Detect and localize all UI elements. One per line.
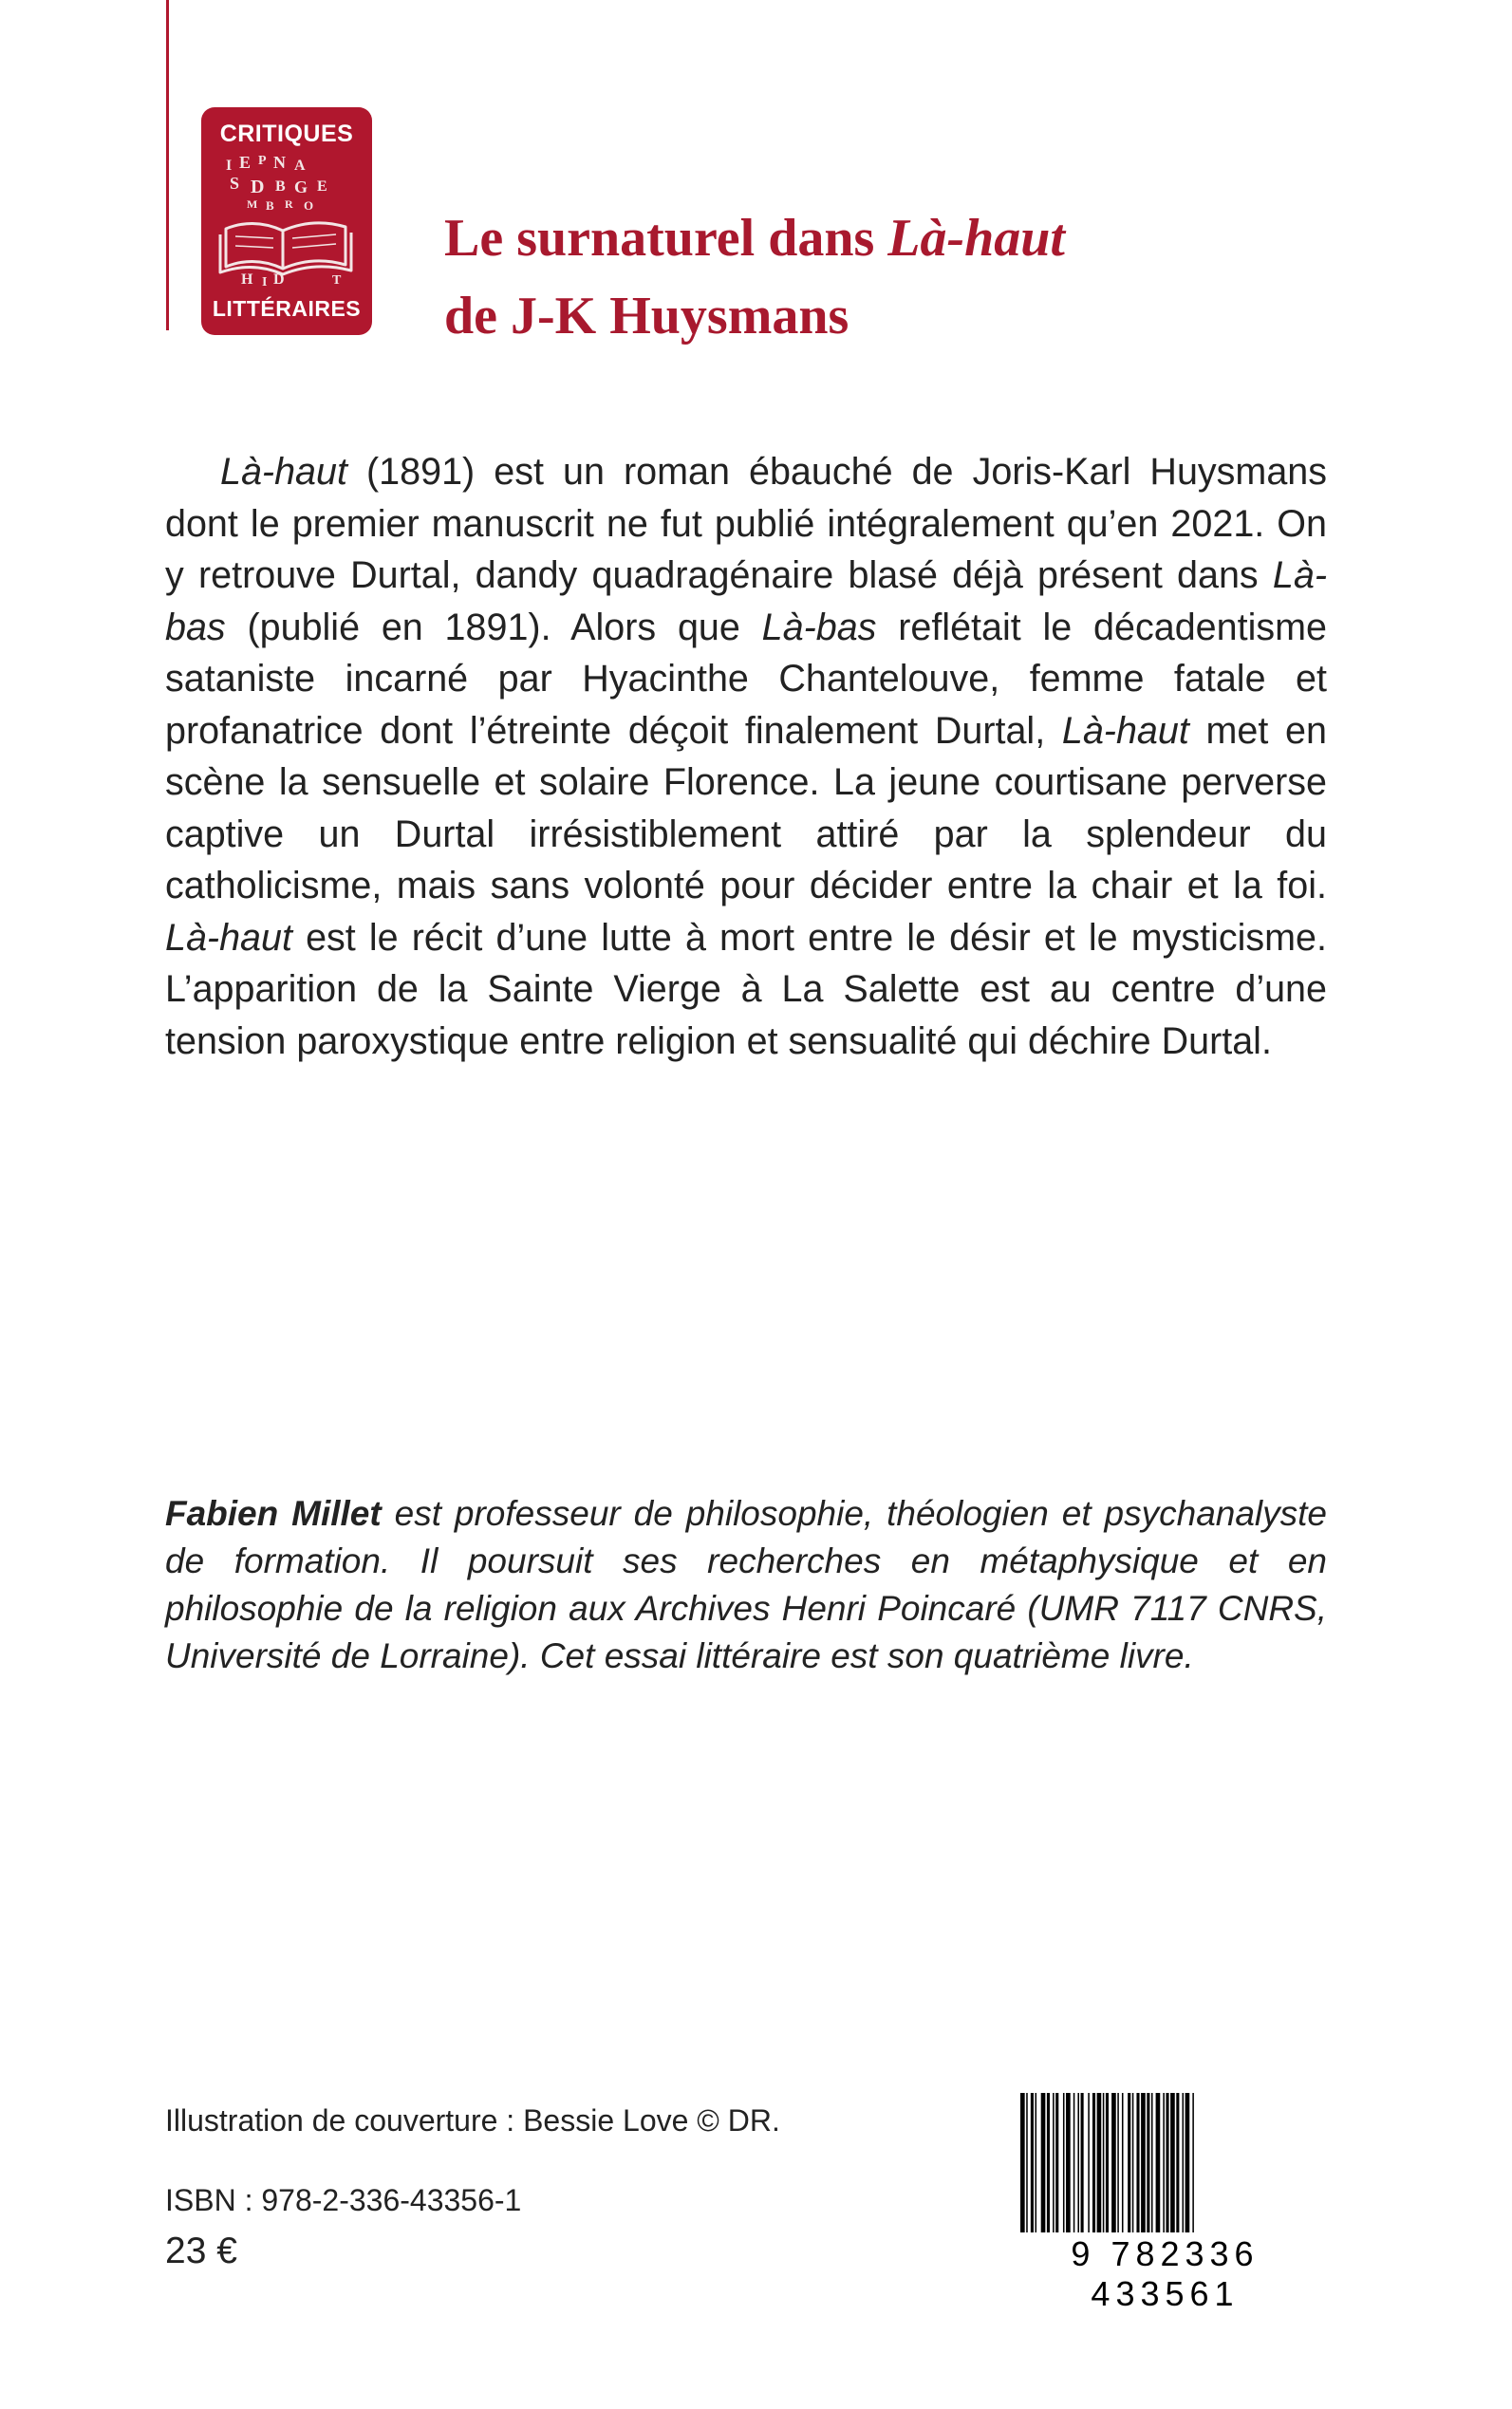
- red-vertical-rule: [166, 0, 169, 330]
- isbn: ISBN : 978-2-336-43356-1: [165, 2183, 522, 2217]
- svg-text:H: H: [241, 271, 253, 288]
- blurb-italic: Là-haut: [1061, 709, 1189, 752]
- author-bio: [165, 1490, 1327, 1680]
- title-line-1-text: Le surnaturel dans: [444, 209, 888, 268]
- blurb-text: (publié en 1891). Alors que: [225, 606, 762, 648]
- book-title: [444, 199, 1065, 355]
- svg-text:S: S: [230, 174, 240, 193]
- logo-top-text: CRITIQUES: [219, 121, 354, 147]
- title-line-1: [444, 199, 1065, 277]
- svg-text:O: O: [304, 198, 314, 213]
- svg-text:D: D: [273, 271, 285, 288]
- logo-bottom-text: LITTÉRAIRES: [212, 296, 362, 321]
- svg-text:M: M: [247, 197, 258, 211]
- author-name: Fabien Millet: [165, 1494, 382, 1533]
- barcode-digits: 9 782336 433561: [1006, 2232, 1324, 2314]
- author-bio-text: est professeur de philosophie, théologien et psychanalyste de formation. Il poursuit ses recherches en métaphysique et en philosophie de la religion aux Archives Henri Poincaré (UMR 7117 CNRS, Université de Lorraine). Cet essai littéraire est son quatrième livre.: [165, 1494, 1328, 1675]
- svg-text:P: P: [258, 154, 267, 168]
- svg-text:G: G: [294, 177, 308, 196]
- blurb-italic: Là-haut: [220, 451, 347, 493]
- blurb-italic: Là-haut: [165, 916, 292, 959]
- svg-text:B: B: [275, 178, 286, 195]
- blurb-italic: Là-bas: [761, 606, 877, 648]
- open-book-letters-icon: [213, 151, 361, 293]
- series-logo: [201, 107, 372, 335]
- blurb-italic: Là-bas: [165, 554, 1327, 648]
- author-bio-paragraph: [165, 1490, 1327, 1680]
- blurb-text: met en scène la sensuelle et solaire Florence. La jeune courtisane perverse captive un Durtal irrésistiblement attiré par la splendeur du catholicisme, mais sans volonté pour décider entre la chair et la foi.: [165, 709, 1327, 906]
- blurb-text: (1891) est un roman ébauché de Joris-Karl Huysmans dont le premier manuscrit ne fut publié intégralement qu’en 2021. On y retrouve Durtal, dandy quadragénaire blasé déjà présent dans: [165, 451, 1327, 596]
- svg-text:A: A: [294, 158, 306, 174]
- price: 23 €: [165, 2231, 237, 2271]
- svg-text:D: D: [251, 177, 265, 197]
- svg-text:I: I: [226, 158, 233, 174]
- title-line-1-italic: Là-haut: [887, 209, 1065, 268]
- svg-text:E: E: [317, 178, 327, 195]
- cover-credit: Illustration de couverture : Bessie Love © DR.: [165, 2103, 780, 2138]
- blurb-text: reflétait le décadentisme sataniste incarné par Hyacinthe Chantelouve, femme fatale et profanatrice dont l’étreinte déçoit finalement Durtal,: [165, 606, 1327, 752]
- svg-text:R: R: [285, 197, 293, 211]
- svg-text:T: T: [332, 273, 342, 288]
- svg-text:E: E: [239, 153, 252, 172]
- svg-text:B: B: [266, 198, 274, 213]
- svg-text:I: I: [262, 275, 268, 289]
- book-blurb: [165, 446, 1327, 1067]
- blurb-text: est le récit d’une lutte à mort entre le désir et le mysticisme. L’apparition de la Sainte Vierge à La Salette est au centre d’une tension paroxystique entre religion et sensualité qui déchire Durtal.: [165, 916, 1327, 1062]
- blurb-paragraph: [165, 446, 1327, 1067]
- title-line-2: de J-K Huysmans: [444, 287, 849, 345]
- svg-text:N: N: [273, 153, 286, 172]
